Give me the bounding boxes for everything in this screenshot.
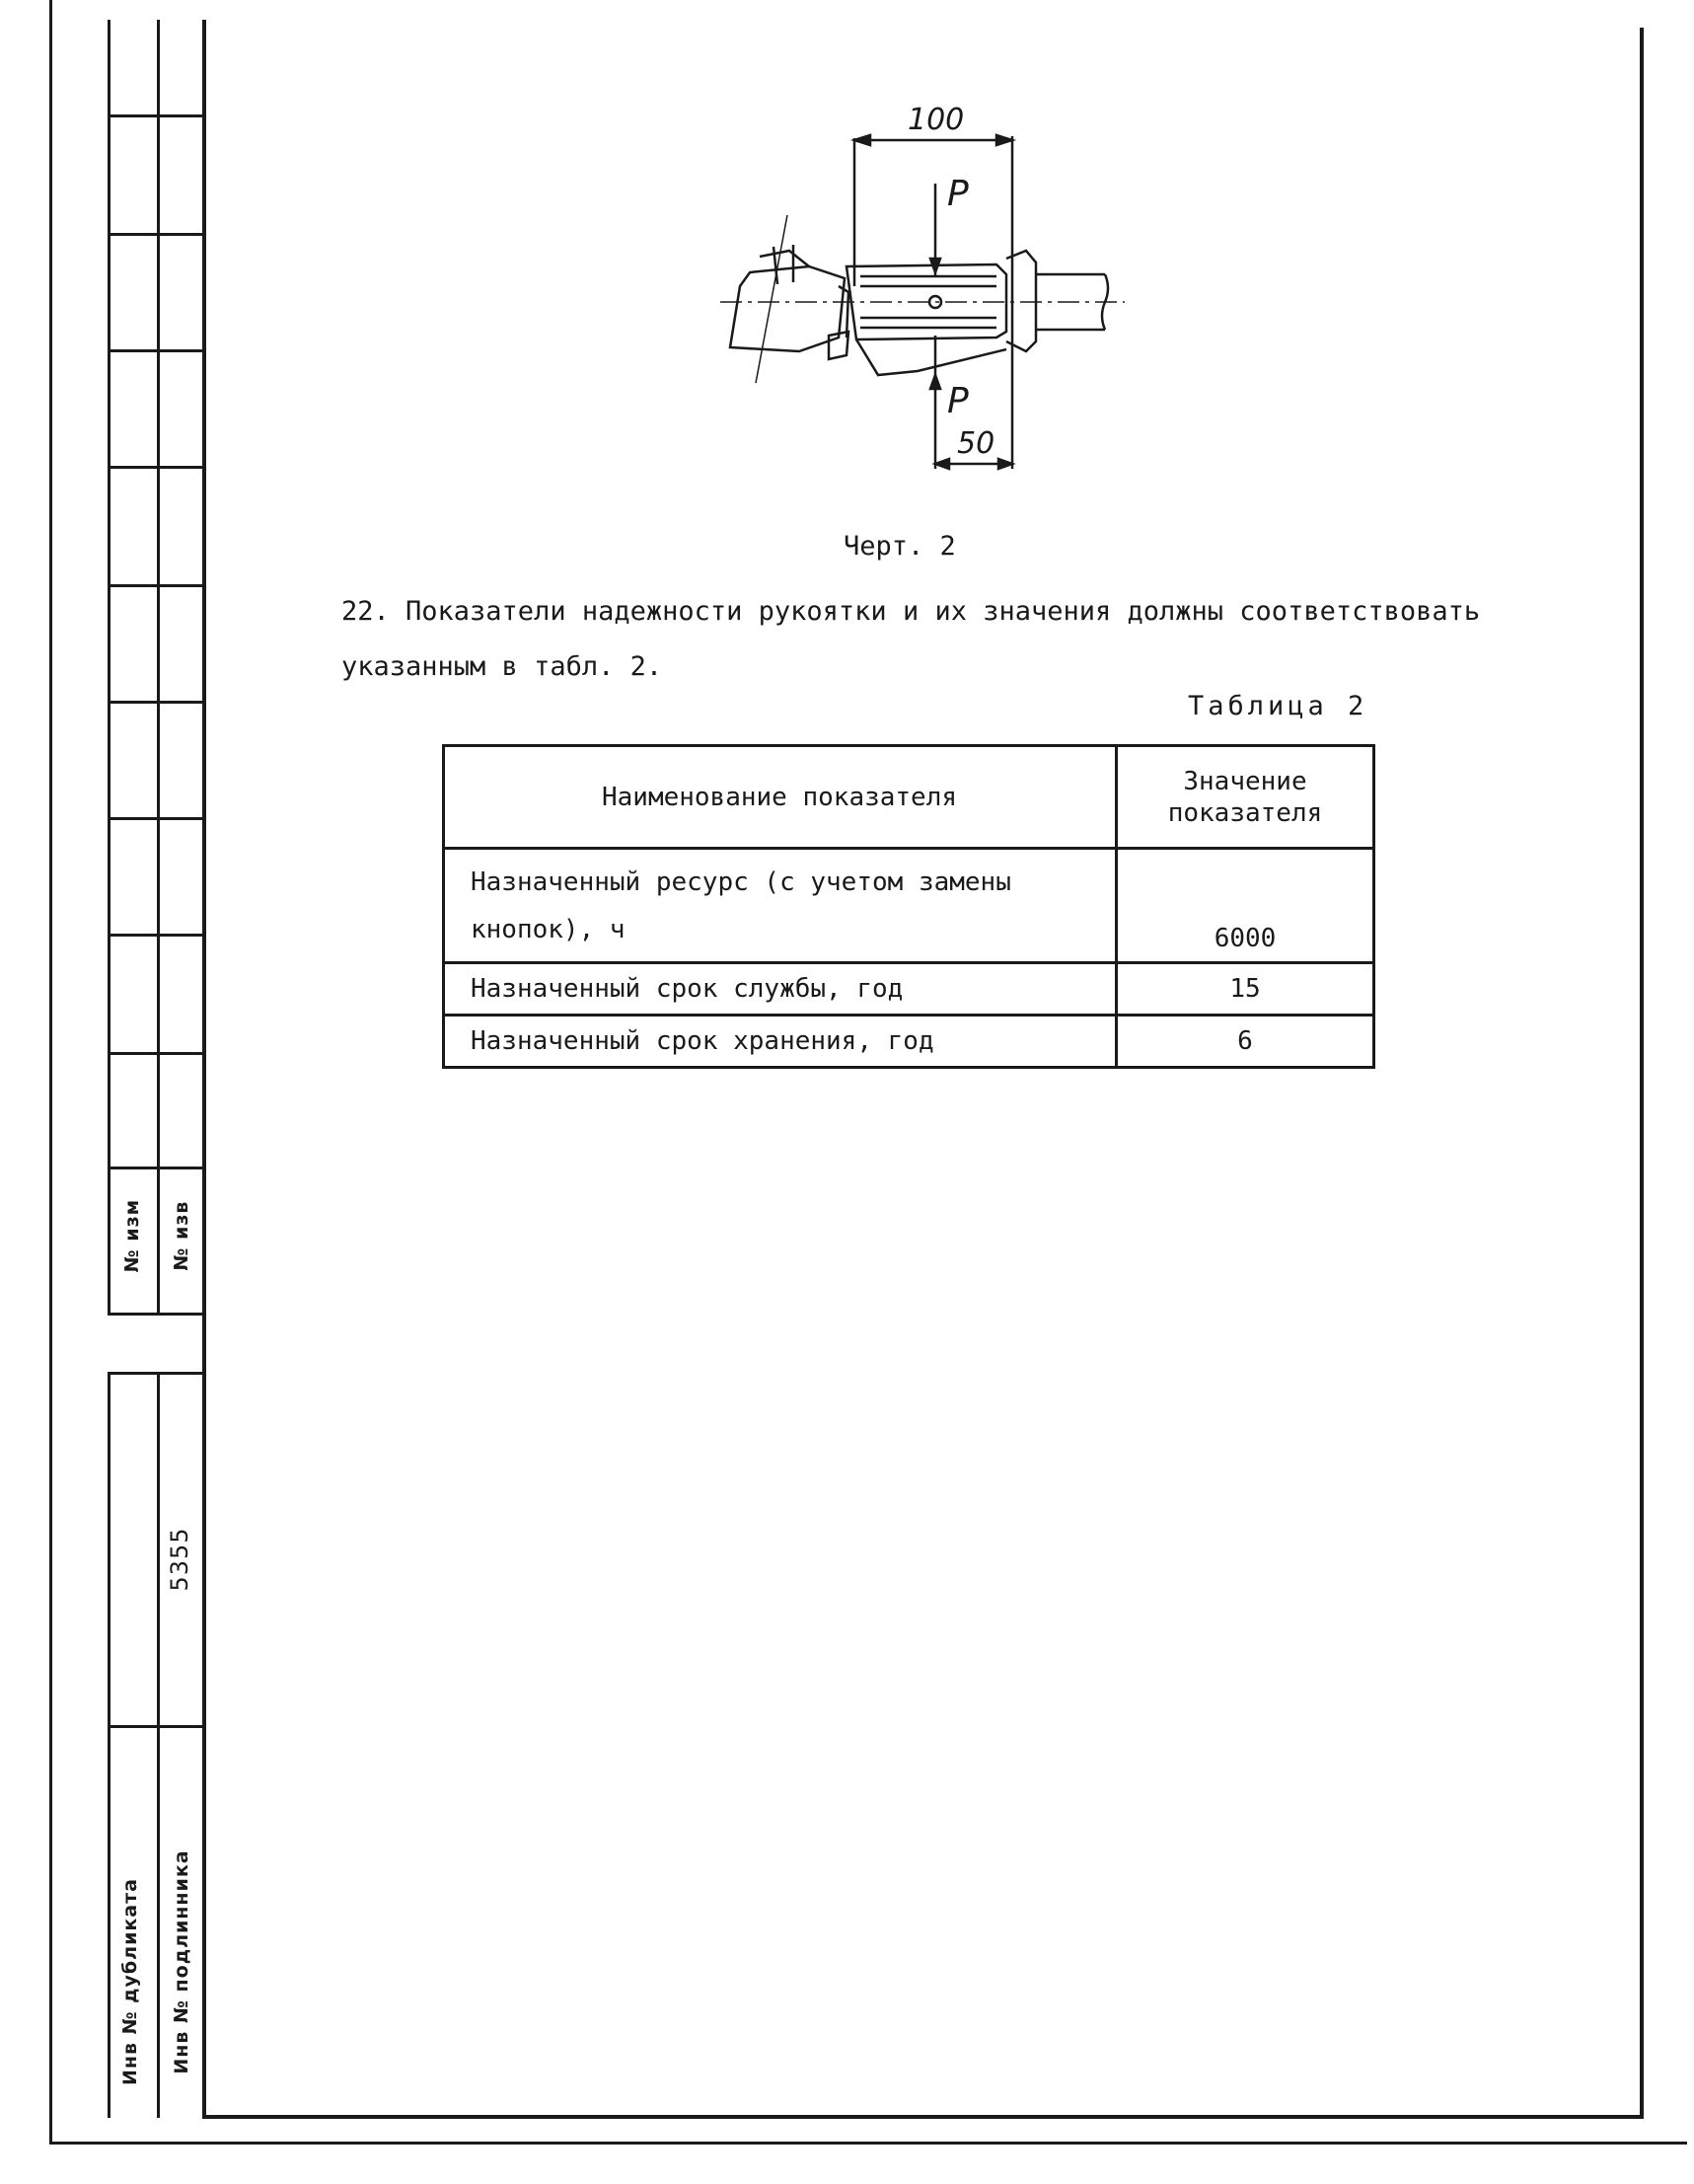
stamp-label-izv: № изв	[171, 1200, 192, 1271]
frame-inner-bottom	[202, 2115, 1643, 2119]
stamp-h3	[108, 349, 202, 352]
dimension-100: 100	[908, 103, 965, 137]
table-header-row	[444, 746, 1374, 849]
table-cell-name: Назначенный срок службы, год	[444, 963, 1117, 1016]
table-row	[444, 849, 1374, 963]
frame-inner-left	[202, 20, 206, 2118]
table-row-0-name-line1: Назначенный ресурс (с учетом замены	[471, 866, 1011, 897]
table-row-0-name-line2: кнопок), ч	[471, 914, 626, 944]
stamp-h8	[108, 934, 202, 937]
stamp-h1	[108, 114, 202, 117]
stamp2-h1	[108, 1725, 202, 1728]
table-label: Таблица 2	[1188, 691, 1368, 721]
stamp-h6	[108, 701, 202, 704]
stamp-col-mid	[157, 20, 160, 1315]
table-cell-value: 6000	[1117, 849, 1374, 963]
stamp2-col-mid	[157, 1372, 160, 2118]
stamp-h4	[108, 466, 202, 469]
table-cell-name	[444, 849, 1117, 963]
force-label-top: P	[947, 174, 969, 214]
stamp2-col-left	[108, 1372, 110, 2118]
technical-drawing	[691, 89, 1154, 493]
stamp-h7	[108, 817, 202, 820]
stamp-h2	[108, 233, 202, 236]
table-header-name: Наименование показателя	[444, 746, 1117, 849]
frame-inner-right	[1640, 28, 1644, 2119]
stamp-h10	[108, 1167, 202, 1169]
table-header-value-line2: показателя	[1167, 797, 1323, 828]
force-label-bottom: P	[947, 381, 969, 421]
stamp-label-izm: № изм	[121, 1198, 143, 1273]
stamp-h11	[108, 1313, 202, 1316]
table-header-value-line1: Значение	[1183, 766, 1307, 796]
table-cell-value: 15	[1117, 963, 1374, 1016]
stamp-podlinnik-number: 5355	[166, 1527, 193, 1592]
stamp2-top	[108, 1372, 202, 1375]
stamp-label-podlinnik: Инв № подлинника	[171, 1849, 192, 2074]
stamp-h5	[108, 584, 202, 587]
stamp-label-dublikat: Инв № дубликата	[119, 1878, 141, 2085]
dimension-50: 50	[957, 426, 995, 461]
paragraph-line-1: 22. Показатели надежности рукоятки и их значения должны соответствовать	[341, 596, 1481, 627]
reliability-table	[442, 744, 1375, 1069]
table-row	[444, 1016, 1374, 1068]
paragraph-22-cont	[341, 640, 1525, 695]
table-header-value	[1117, 746, 1374, 849]
table-cell-name: Назначенный срок хранения, год	[444, 1016, 1117, 1068]
paragraph-22	[341, 584, 1525, 640]
table-cell-value: 6	[1117, 1016, 1374, 1068]
stamp-col-left	[108, 20, 110, 1315]
stamp-h9	[108, 1052, 202, 1055]
paragraph-line-2: указанным в табл. 2.	[341, 651, 663, 682]
frame-bottom-outer	[49, 2142, 1687, 2145]
frame-left-outer	[49, 0, 52, 2144]
table-row	[444, 963, 1374, 1016]
figure-caption: Черт. 2	[844, 531, 956, 562]
